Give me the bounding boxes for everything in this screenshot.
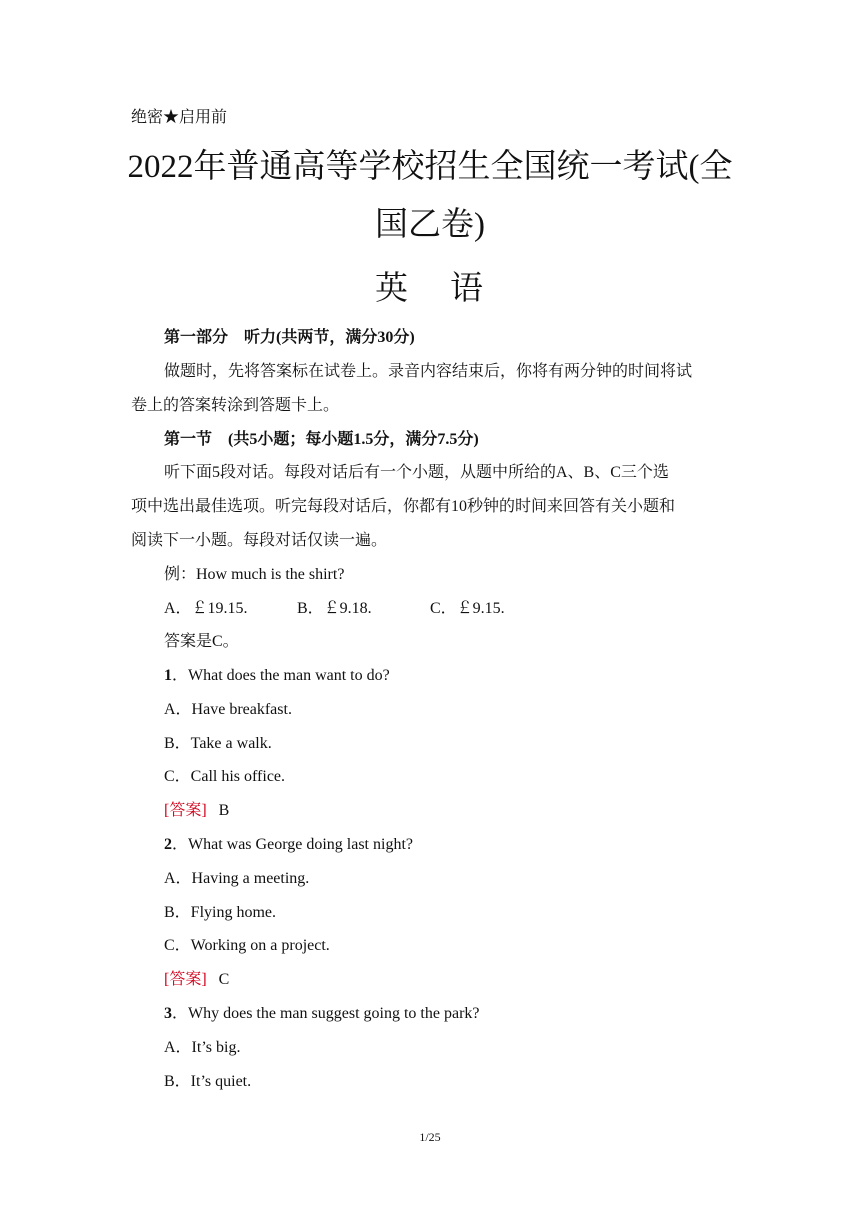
example-option-a: A．￡19.15.	[164, 600, 248, 617]
page-number: 1/25	[419, 1130, 441, 1144]
example-options	[164, 595, 505, 618]
question-3-option-b: B．It’s quiet.	[164, 1073, 252, 1090]
section1-desc-line2: 项中选出最佳选项。听完每段对话后，你都有10秒钟的时间来回答有关小题和	[131, 498, 676, 515]
answer-value: C	[218, 971, 230, 988]
question-2	[164, 831, 413, 854]
question-1-answer	[164, 797, 229, 820]
example-option-b: B．￡9.18.	[297, 600, 372, 617]
subject-char-1: 英	[375, 271, 410, 307]
example-option-c: C．￡9.15.	[430, 600, 505, 617]
question-1-option-b: B．Take a walk.	[164, 735, 272, 752]
secret-label: 绝密★启用前	[131, 109, 228, 126]
answer-label: [答案]	[164, 971, 207, 988]
question-2-option-a: A．Having a meeting.	[164, 870, 310, 887]
exam-title-line1: 2022年普通高等学校招生全国统一考试(全	[127, 149, 733, 185]
example-answer: 答案是C。	[164, 633, 239, 650]
question-text: ．Why does the man suggest going to the park?	[172, 1005, 480, 1022]
question-number: 3	[164, 1005, 172, 1022]
section1-heading: 第一节 (共5小题；每小题1.5分，满分7.5分)	[164, 431, 479, 448]
section1-desc-line3: 阅读下一小题。每段对话仅读一遍。	[131, 532, 388, 549]
subject-title	[0, 262, 860, 309]
question-1	[164, 662, 390, 685]
question-text: ．What does the man want to do?	[172, 667, 390, 684]
part1-instruction-line2: 卷上的答案转涂到答题卡上。	[131, 397, 340, 414]
question-3	[164, 1000, 480, 1023]
part1-instruction-line1: 做题时，先将答案标在试卷上。录音内容结束后，你将有两分钟的时间将试	[164, 363, 693, 380]
question-text: ．What was George doing last night?	[172, 836, 413, 853]
answer-value: B	[218, 802, 230, 819]
part1-heading: 第一部分 听力(共两节，满分30分)	[164, 329, 415, 346]
question-1-option-c: C．Call his office.	[164, 768, 286, 785]
section1-desc-line1: 听下面5段对话。每段对话后有一个小题，从题中所给的A、B、C三个选	[164, 464, 669, 481]
question-number: 1	[164, 667, 172, 684]
subject-char-2: 语	[450, 271, 485, 307]
exam-title-line2: 国乙卷)	[375, 207, 485, 243]
question-2-option-c: C．Working on a project.	[164, 937, 330, 954]
answer-label: [答案]	[164, 802, 207, 819]
question-2-answer	[164, 966, 229, 989]
question-number: 2	[164, 836, 172, 853]
example-question: 例：How much is the shirt?	[164, 566, 345, 583]
question-1-option-a: A．Have breakfast.	[164, 701, 292, 718]
question-3-option-a: A．It’s big.	[164, 1039, 241, 1056]
question-2-option-b: B．Flying home.	[164, 904, 277, 921]
